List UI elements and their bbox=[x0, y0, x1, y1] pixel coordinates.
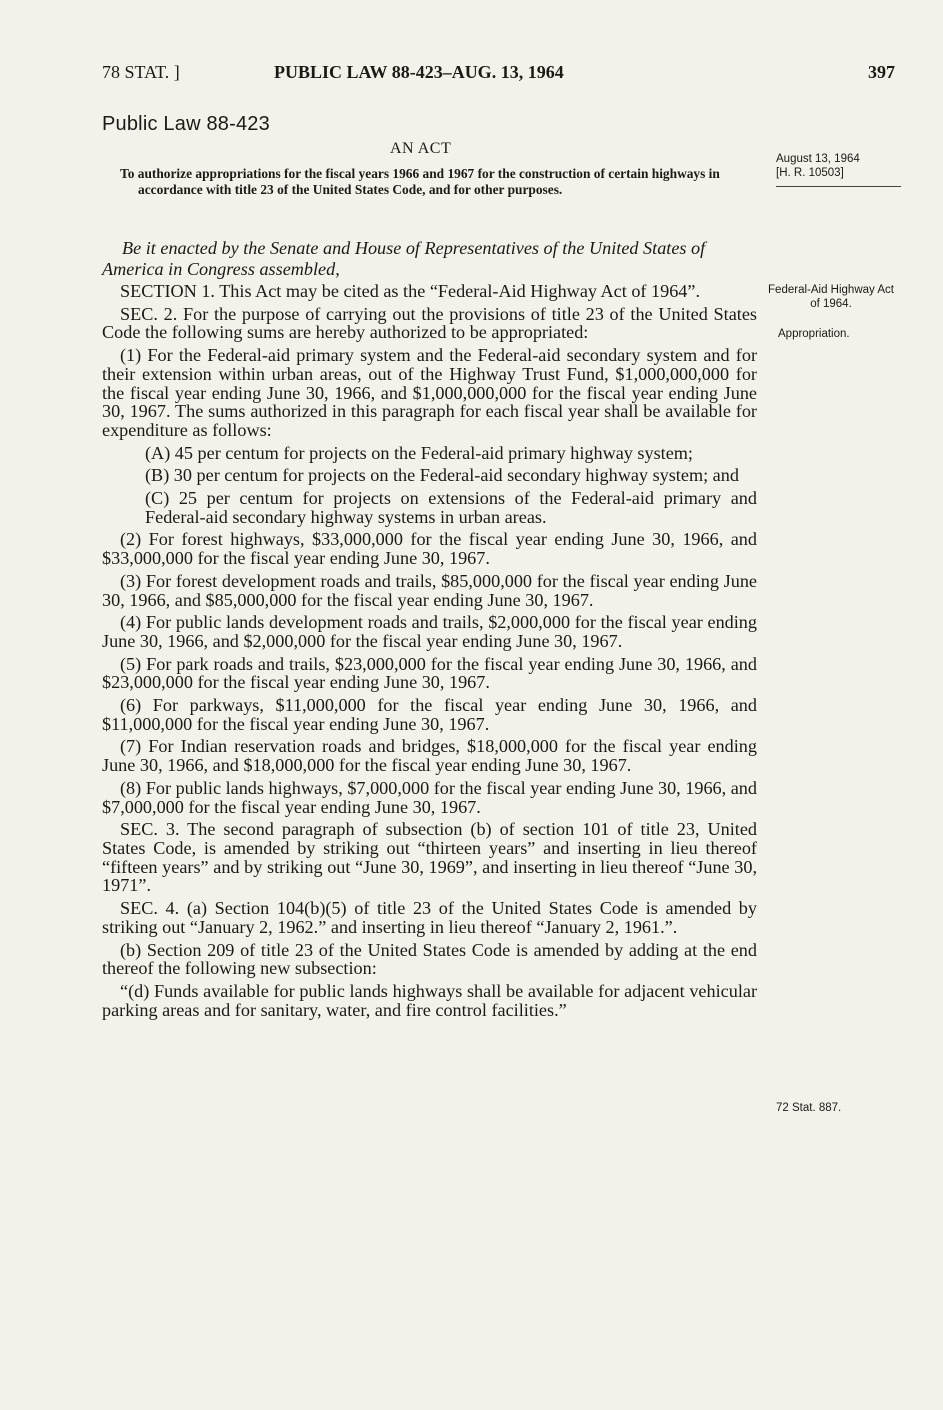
act-purpose: To authorize appropriations for the fiscal years 1966 and 1967 for the construction of certain highways in accordance with title 23 of the United States Code, and for other purposes. bbox=[120, 166, 720, 197]
section-text: (3) For forest development roads and trails, $85,000,000 for the fiscal year ending June 30, 1966, and $85,000,000 for the fiscal year ending June 30, 1967. bbox=[102, 570, 757, 610]
margin-short-title: Federal-Aid Highway Act of 1964. bbox=[768, 284, 894, 310]
section-paragraph bbox=[102, 572, 757, 609]
enacting-clause: Be it enacted by the Senate and House of Representatives of the United States of America in Congress assembled, bbox=[102, 238, 706, 279]
running-header bbox=[102, 62, 895, 88]
section-lead: SEC. 2. bbox=[120, 303, 178, 324]
section-text: (8) For public lands highways, $7,000,000 for the fiscal year ending June 30, 1966, and $7,000,000 for the fiscal year ending June 30, 1967. bbox=[102, 777, 757, 817]
section-text: (C) 25 per centum for projects on extensions of the Federal-aid primary and Federal-aid secondary highway systems in urban areas. bbox=[145, 488, 757, 527]
section-text: (1) For the Federal-aid primary system and the Federal-aid secondary system and for their extension within urban areas, out of the Highway Trust Fund, $1,000,000,000 for the fiscal year ending June 30, 1966, and $1,000,000,000 for the fiscal year ending June 30, 1967. The sums authorized in this paragraph for each fiscal year shall be available for expenditure as follows: bbox=[102, 345, 757, 440]
section-text: (B) 30 per centum for projects on the Federal-aid secondary highway system; and bbox=[145, 465, 739, 486]
section-text: (6) For parkways, $11,000,000 for the fiscal year ending June 30, 1966, and $11,000,000 for the fiscal year ending June 30, 1967. bbox=[102, 695, 757, 734]
enactment-date: August 13, 1964 bbox=[776, 153, 860, 165]
section-paragraph bbox=[102, 820, 757, 895]
section-paragraph bbox=[102, 530, 757, 567]
margin-stat-reference: 72 Stat. 887. bbox=[776, 1102, 842, 1114]
section-paragraph bbox=[102, 613, 757, 650]
section-paragraph bbox=[102, 899, 757, 936]
section-text: (5) For park roads and trails, $23,000,000 for the fiscal year ending June 30, 1966, and $23,000,000 for the fiscal year ending June 30, 1967. bbox=[102, 653, 757, 693]
section-lead: SEC. 3. bbox=[120, 819, 180, 840]
section-text: (b) Section 209 of title 23 of the United States Code is amended by adding at the end thereof the following new subsection: bbox=[102, 939, 757, 979]
section-paragraph bbox=[102, 282, 757, 301]
section-paragraph bbox=[102, 305, 757, 342]
section-text: This Act may be cited as the “Federal-Aid Highway Act of 1964”. bbox=[214, 281, 701, 301]
section-paragraph bbox=[102, 779, 757, 816]
section-paragraph bbox=[102, 655, 757, 692]
stat-reference: 78 STAT. ] bbox=[102, 62, 180, 82]
margin-divider bbox=[776, 180, 901, 187]
section-paragraph bbox=[102, 941, 757, 978]
margin-appropriation: Appropriation. bbox=[778, 328, 850, 340]
section-paragraph bbox=[102, 346, 757, 440]
act-label: AN ACT bbox=[390, 140, 452, 157]
law-title: Public Law 88-423 bbox=[102, 113, 270, 135]
section-lead: SECTION 1. bbox=[120, 281, 215, 301]
section-text: (2) For forest highways, $33,000,000 for the fiscal year ending June 30, 1966, and $33,000,000 for the fiscal year ending June 30, 1967. bbox=[102, 529, 757, 569]
subparagraph bbox=[145, 489, 757, 526]
page-number: 397 bbox=[868, 62, 895, 82]
subparagraph bbox=[145, 466, 757, 485]
section-text: (7) For Indian reservation roads and bridges, $18,000,000 for the fiscal year ending June 30, 1966, and $18,000,000 for the fiscal year ending June 30, 1967. bbox=[102, 736, 757, 776]
section-lead: SEC. 4. bbox=[120, 898, 180, 919]
section-text: (a) Section 104(b)(5) of title 23 of the United States Code is amended by striking out “January 2, 1962.” and inserting in lieu thereof “January 2, 1961.”. bbox=[102, 898, 757, 937]
section-paragraph bbox=[102, 737, 757, 774]
section-text: “(d) Funds available for public lands highways shall be available for adjacent vehicular parking areas and for sanitary, water, and fire control facilities.” bbox=[102, 980, 757, 1020]
section-paragraph bbox=[102, 696, 757, 733]
bill-number: [H. R. 10503] bbox=[776, 167, 844, 179]
subparagraph bbox=[145, 444, 757, 463]
header-title: PUBLIC LAW 88-423–AUG. 13, 1964 bbox=[274, 62, 564, 82]
section-text: (A) 45 per centum for projects on the Federal-aid primary highway system; bbox=[145, 442, 693, 463]
section-text: The second paragraph of subsection (b) of section 101 of title 23, United States Code, is amended by striking out “thirteen years” and inserting in lieu thereof “fifteen years” and by striking out “June 30, 1969”, and inserting in lieu thereof “June 30, 1971”. bbox=[102, 819, 757, 896]
section-text: For the purpose of carrying out the provisions of title 23 of the United States Code the following sums are hereby authorized to be appropriated: bbox=[102, 303, 757, 343]
act-body bbox=[102, 282, 757, 1023]
margin-date-note bbox=[776, 152, 906, 187]
section-paragraph bbox=[102, 982, 757, 1019]
section-text: (4) For public lands development roads and trails, $2,000,000 for the fiscal year ending June 30, 1966, and $2,000,000 for the fiscal year ending June 30, 1967. bbox=[102, 612, 757, 651]
